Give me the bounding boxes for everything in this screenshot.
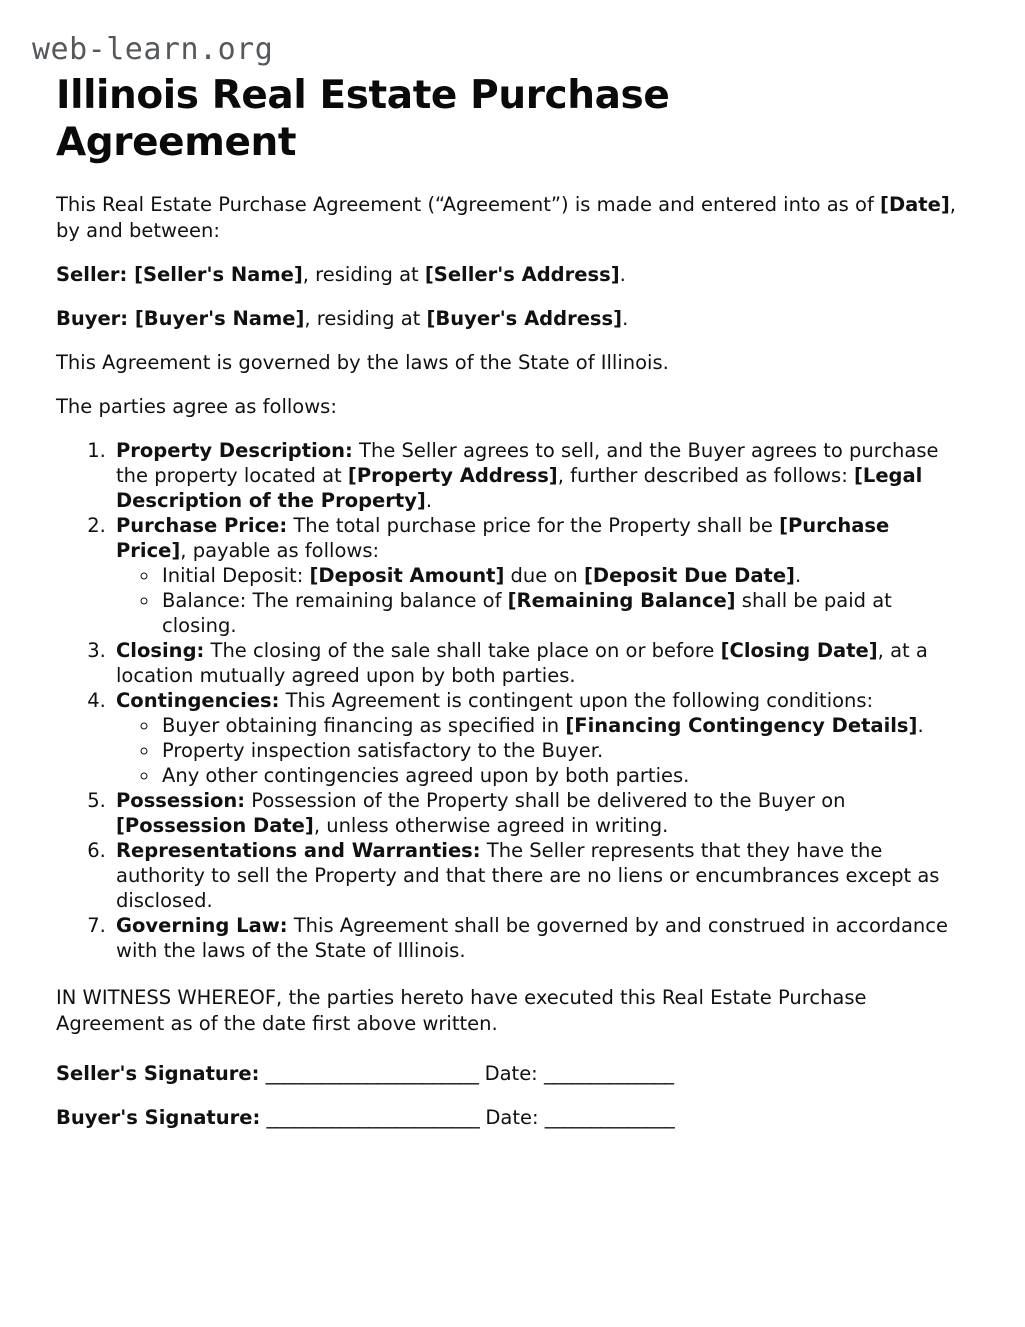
seller-signature-label: Seller's Signature: bbox=[56, 1062, 260, 1085]
document-content bbox=[56, 72, 964, 1131]
intro-paragraph bbox=[56, 192, 964, 244]
term-item-contingencies bbox=[112, 688, 964, 788]
intro-trailing-text: , by and between: bbox=[56, 193, 956, 242]
term-item-purchase-price bbox=[112, 513, 964, 638]
sub-item-balance bbox=[160, 588, 964, 638]
seller-label: Seller: bbox=[56, 263, 135, 286]
sub-item-financing bbox=[160, 713, 964, 738]
contingencies-sublist bbox=[116, 713, 964, 788]
sub-text-cont: shall be paid at closing. bbox=[162, 589, 892, 637]
closing-date-placeholder: [Closing Date] bbox=[720, 639, 878, 662]
sub-item-inspection: ◦ Property inspection satisfactory to the Buyer. bbox=[160, 738, 964, 763]
deposit-amount-placeholder: [Deposit Amount] bbox=[309, 564, 505, 587]
sub-text: Buyer obtaining financing as specified in bbox=[162, 714, 566, 737]
seller-date-label: Date: bbox=[484, 1062, 538, 1085]
term-heading: Contingencies: bbox=[116, 689, 280, 712]
seller-name-placeholder: [Seller's Name] bbox=[134, 263, 303, 286]
term-text: This Agreement shall be governed by and construed in accordance with the laws of the State of Illinois. bbox=[116, 914, 948, 962]
sub-text: Balance: The remaining balance of bbox=[162, 589, 508, 612]
buyer-address-placeholder: [Buyer's Address] bbox=[426, 307, 623, 330]
term-item-property-description bbox=[112, 438, 964, 513]
term-text: The Seller agrees to sell, and the Buyer agrees to purchase the property located at bbox=[116, 439, 939, 487]
buyer-residing-text: , residing at bbox=[304, 307, 427, 330]
terms-list bbox=[56, 438, 964, 963]
buyer-period: . bbox=[622, 307, 629, 330]
agreement-lead-in: The parties agree as follows: bbox=[56, 395, 337, 418]
remaining-balance-placeholder: [Remaining Balance] bbox=[507, 589, 736, 612]
page-title: Illinois Real Estate Purchase Agreement bbox=[56, 73, 670, 165]
term-text-cont: , at a location mutually agreed upon by both parties. bbox=[116, 639, 928, 687]
buyer-date-label: Date: bbox=[485, 1106, 539, 1129]
sub-text: Initial Deposit: bbox=[162, 564, 310, 587]
term-text-cont: , unless otherwise agreed in writing. bbox=[313, 814, 669, 837]
buyer-label: Buyer: bbox=[56, 307, 135, 330]
deposit-due-date-placeholder: [Deposit Due Date] bbox=[583, 564, 795, 587]
seller-date-field[interactable]: ______________ bbox=[543, 1062, 674, 1085]
date-placeholder: [Date] bbox=[880, 193, 950, 216]
seller-signature-row bbox=[56, 1061, 964, 1087]
term-text: The Seller represents that they have the authority to sell the Property and that there are no liens or encumbrances except as disclosed. bbox=[116, 839, 940, 912]
term-text: The total purchase price for the Property shall be bbox=[287, 514, 780, 537]
purchase-price-sublist bbox=[116, 563, 964, 638]
term-heading: Property Description: bbox=[116, 439, 353, 462]
witness-clause: IN WITNESS WHEREOF, the parties hereto have executed this Real Estate Purchase Agreement as of the date first above written. bbox=[56, 986, 867, 1035]
term-text: This Agreement is contingent upon the following conditions: bbox=[279, 689, 874, 712]
term-item-closing bbox=[112, 638, 964, 688]
intro-lead-text: This Real Estate Purchase Agreement (“Agreement”) is made and entered into as of bbox=[56, 193, 881, 216]
sub-period: . bbox=[794, 564, 802, 587]
signature-block bbox=[56, 1061, 964, 1131]
term-heading: Governing Law: bbox=[116, 914, 288, 937]
seller-address-placeholder: [Seller's Address] bbox=[424, 263, 620, 286]
seller-period: . bbox=[619, 263, 626, 286]
term-text-cont: , further described as follows: bbox=[557, 464, 854, 487]
buyer-signature-label: Buyer's Signature: bbox=[56, 1106, 261, 1129]
sub-item-other-contingencies: ◦ Any other contingencies agreed upon by both parties. bbox=[160, 763, 964, 788]
property-address-placeholder: [Property Address] bbox=[347, 464, 558, 487]
site-brand-watermark: web-learn.org bbox=[32, 32, 274, 67]
buyer-paragraph bbox=[56, 306, 964, 332]
sub-period: . bbox=[917, 714, 924, 737]
governing-law-note: This Agreement is governed by the laws of the State of Illinois. bbox=[56, 351, 669, 374]
possession-date-placeholder: [Possession Date] bbox=[116, 814, 314, 837]
term-period: . bbox=[425, 489, 433, 512]
buyer-date-field[interactable]: ______________ bbox=[544, 1106, 675, 1129]
term-text: Possession of the Property shall be delivered to the Buyer on bbox=[245, 789, 846, 812]
term-item-representations-warranties bbox=[112, 838, 964, 913]
legal-description-placeholder: [Legal Description of the Property] bbox=[116, 464, 923, 512]
term-heading: Representations and Warranties: bbox=[116, 839, 481, 862]
term-heading: Closing: bbox=[116, 639, 205, 662]
buyer-signature-field[interactable]: _______________________ bbox=[266, 1106, 480, 1129]
term-heading: Possession: bbox=[116, 789, 246, 812]
seller-paragraph bbox=[56, 262, 964, 288]
term-heading: Purchase Price: bbox=[116, 514, 288, 537]
financing-contingency-placeholder: [Financing Contingency Details] bbox=[565, 714, 918, 737]
term-item-governing-law bbox=[112, 913, 964, 963]
purchase-price-placeholder: [Purchase Price] bbox=[116, 514, 890, 562]
buyer-signature-row bbox=[56, 1105, 964, 1131]
term-text: The closing of the sale shall take place on or before bbox=[204, 639, 721, 662]
buyer-name-placeholder: [Buyer's Name] bbox=[134, 307, 305, 330]
seller-signature-field[interactable]: _______________________ bbox=[265, 1062, 479, 1085]
sub-item-initial-deposit bbox=[160, 563, 964, 588]
term-item-possession bbox=[112, 788, 964, 838]
sub-text-cont: due on bbox=[504, 564, 584, 587]
term-text-cont: , payable as follows: bbox=[180, 539, 380, 562]
seller-residing-text: , residing at bbox=[302, 263, 425, 286]
